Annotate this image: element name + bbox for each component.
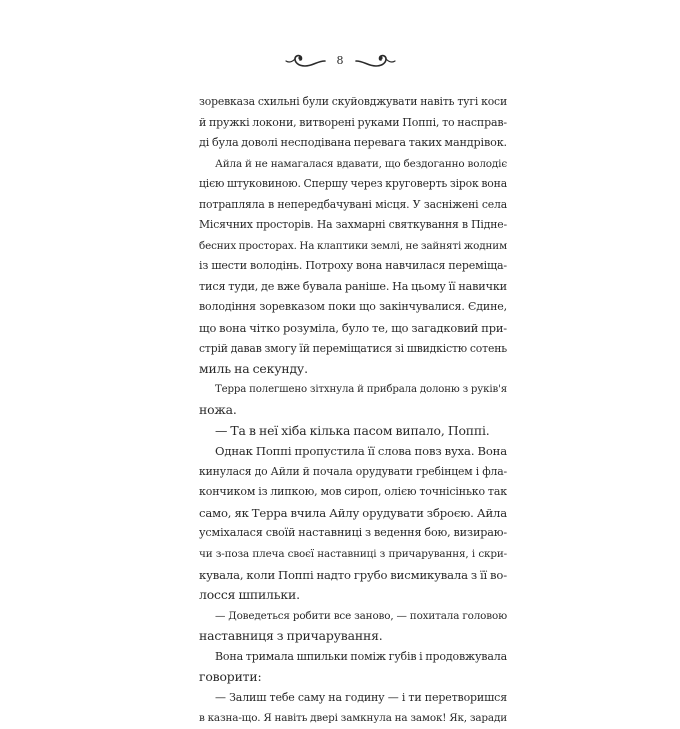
text-line: кувала, коли Поппі надто грубо висмикувала з її во-	[199, 567, 507, 582]
text-line: бесних просторах. На клаптики землі, не зайняті жодним	[199, 239, 507, 252]
text-line: кинулася до Айли й почала орудувати гребінцем і фла-	[199, 464, 507, 478]
text-line: тися туди, де вже бувала раніше. На цьому її навички	[199, 279, 507, 293]
text-line: чи з-поза плеча своєї наставниці з причарування, і скри-	[199, 548, 507, 561]
text-line: Однак Поппі пропустила її слова повз вуха. Вона	[215, 444, 507, 459]
text-line: ді була доволі несподівана перевага таких мандрівок.	[199, 136, 507, 150]
text-line: ножа.	[199, 402, 237, 418]
text-line: миль на секунду.	[199, 361, 308, 377]
text-line: Терра полегшено зітхнула й прибрала долоню з руків'я	[215, 383, 507, 395]
text-line: Айла й не намагалася вдавати, що бездоганно володіє	[215, 157, 507, 170]
text-line: лосся шпильки.	[199, 587, 300, 603]
text-line: Місячних просторів. На захмарні святкування в Підне-	[199, 218, 507, 232]
text-line: Вона тримала шпильки поміж губів і продовжувала	[215, 649, 507, 663]
text-line: із шести володінь. Потроху вона навчилася переміща-	[199, 259, 507, 273]
body-text	[199, 92, 507, 729]
right-flourish-ornament-icon	[354, 51, 398, 71]
text-line: потрапляла в непередбачувані місця. У засніжені села	[199, 197, 507, 211]
text-line: й пружкі локони, витворені руками Поппі, то насправ-	[199, 115, 507, 129]
text-line: зоревказа схильні були скуйовджувати навіть тугі коси	[199, 95, 507, 108]
page-header	[0, 49, 680, 73]
text-line: — Доведеться робити все заново, — похитала головою	[215, 609, 507, 622]
text-line: володіння зоревказом поки що закінчувалися. Єдине,	[199, 300, 507, 314]
text-line: — Та в неї хіба кілька пасом випало, Поппі.	[215, 422, 490, 438]
page-number: 8	[336, 54, 344, 67]
text-line: — Залиш тебе саму на годину — і ти перетворишся	[215, 690, 507, 704]
text-line: кончиком із липкою, мов сироп, олією точнісінько так	[199, 485, 507, 499]
text-line: само, як Терра вчила Айлу орудувати зброєю. Айла	[199, 505, 507, 520]
text-line: стрій давав змогу їй переміщатися зі швидкістю сотень	[199, 341, 507, 355]
text-line: в казна-що. Я навіть двері замкнула на замок! Як, заради	[199, 712, 507, 725]
left-flourish-ornament-icon	[283, 51, 327, 71]
text-line: говорити:	[199, 669, 262, 685]
text-line: усміхалася своїй наставниці з ведення бою, визираю-	[199, 526, 507, 540]
text-line: наставниця з причарування.	[199, 628, 383, 644]
text-line: цією штуковиною. Спершу через круговерть зірок вона	[199, 177, 507, 191]
text-line: що вона чітко розуміла, було те, що загадковий при-	[199, 321, 507, 336]
